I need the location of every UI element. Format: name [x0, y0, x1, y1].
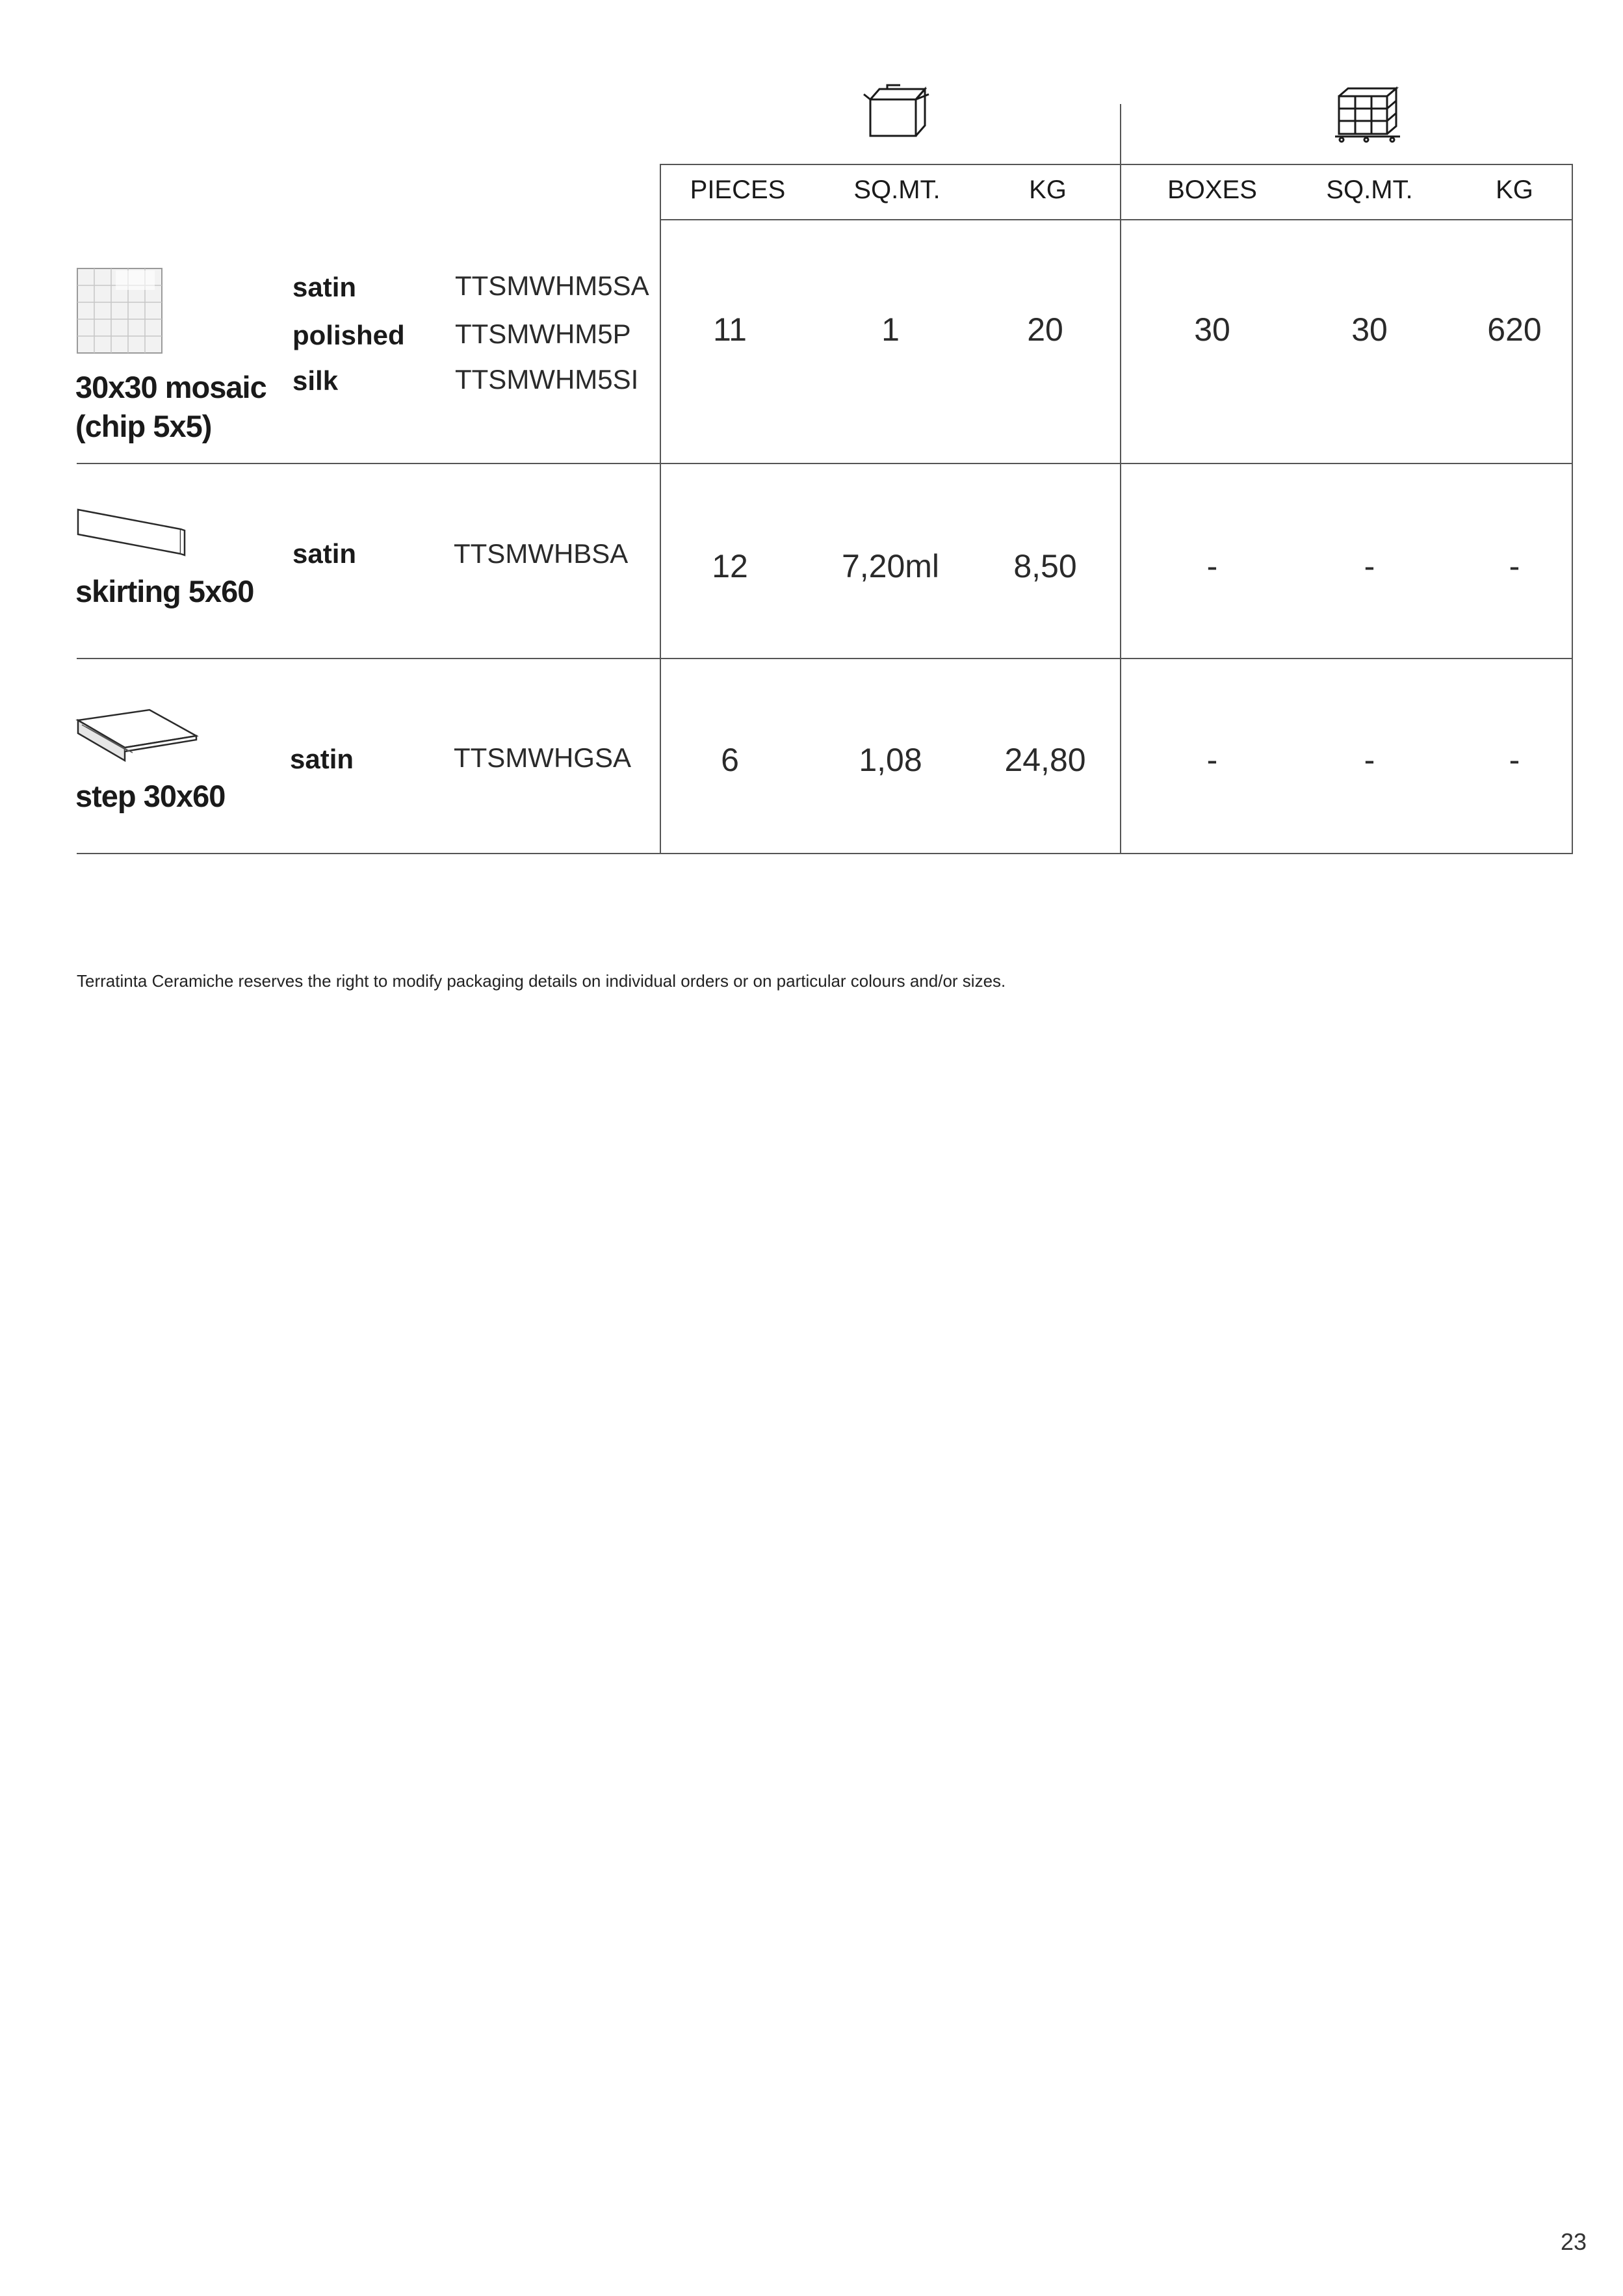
header-top-rule — [660, 164, 1573, 165]
skirting-pieces: 12 — [712, 548, 748, 584]
packaging-footnote: Terratinta Ceramiche reserves the right to modify packaging details on individual orders or on particular colours and/or sizes. — [77, 971, 1006, 991]
mosaic-pieces: 11 — [713, 311, 747, 348]
product-name-step: step 30x60 — [75, 779, 226, 813]
header-pallet-kg: KG — [1496, 176, 1533, 204]
step-box-kg: 24,80 — [1004, 742, 1086, 778]
skirting-pallet-sqmt: - — [1364, 548, 1375, 584]
pallet-icon — [1332, 85, 1404, 143]
step-pieces: 6 — [721, 742, 739, 778]
finish-satin-skirting: satin — [292, 538, 357, 569]
table-bottom-rule — [77, 853, 1573, 854]
skirting-box-sqmt: 7,20ml — [841, 548, 940, 584]
header-box-kg: KG — [1029, 176, 1067, 204]
product-name-mosaic: 30x30 mosaic — [75, 370, 266, 404]
step-pallet-kg: - — [1509, 742, 1520, 778]
mosaic-thumbnail — [77, 268, 162, 354]
step-pallet-boxes: - — [1206, 742, 1218, 778]
row-divider-2 — [77, 658, 1573, 659]
code-polished: TTSMWHM5P — [455, 319, 631, 349]
finish-satin: satin — [292, 272, 357, 302]
finish-polished: polished — [292, 320, 405, 350]
step-box-sqmt: 1,08 — [859, 742, 922, 778]
step-thumbnail — [75, 707, 199, 766]
header-pallet-sqmt: SQ.MT. — [1326, 176, 1413, 204]
product-subname-mosaic: (chip 5x5) — [75, 409, 212, 443]
mosaic-box-kg: 20 — [1027, 311, 1063, 348]
code-silk: TTSMWHM5SI — [455, 364, 639, 395]
mosaic-box-sqmt: 1 — [881, 311, 900, 348]
skirting-pallet-boxes: - — [1206, 548, 1218, 584]
header-bottom-rule — [660, 219, 1573, 220]
mosaic-pallet-sqmt: 30 — [1351, 311, 1388, 348]
mosaic-pallet-kg: 620 — [1487, 311, 1542, 348]
skirting-box-kg: 8,50 — [1013, 548, 1077, 584]
skirting-thumbnail — [75, 507, 186, 559]
finish-satin-step: satin — [290, 744, 354, 774]
skirting-pallet-kg: - — [1509, 548, 1520, 584]
page-number: 23 — [1560, 2228, 1587, 2255]
code-skirting: TTSMWHBSA — [454, 538, 629, 569]
box-icon — [861, 81, 933, 140]
mosaic-pallet-boxes: 30 — [1194, 311, 1230, 348]
code-step: TTSMWHGSA — [454, 742, 631, 773]
header-pallet-boxes: BOXES — [1167, 176, 1257, 204]
step-pallet-sqmt: - — [1364, 742, 1375, 778]
header-box-pieces: PIECES — [690, 176, 786, 204]
finish-silk: silk — [292, 365, 339, 396]
product-name-skirting: skirting 5x60 — [75, 574, 254, 608]
code-satin: TTSMWHM5SA — [455, 270, 649, 301]
row-divider-1 — [77, 463, 1573, 464]
header-box-sqmt: SQ.MT. — [853, 176, 941, 204]
